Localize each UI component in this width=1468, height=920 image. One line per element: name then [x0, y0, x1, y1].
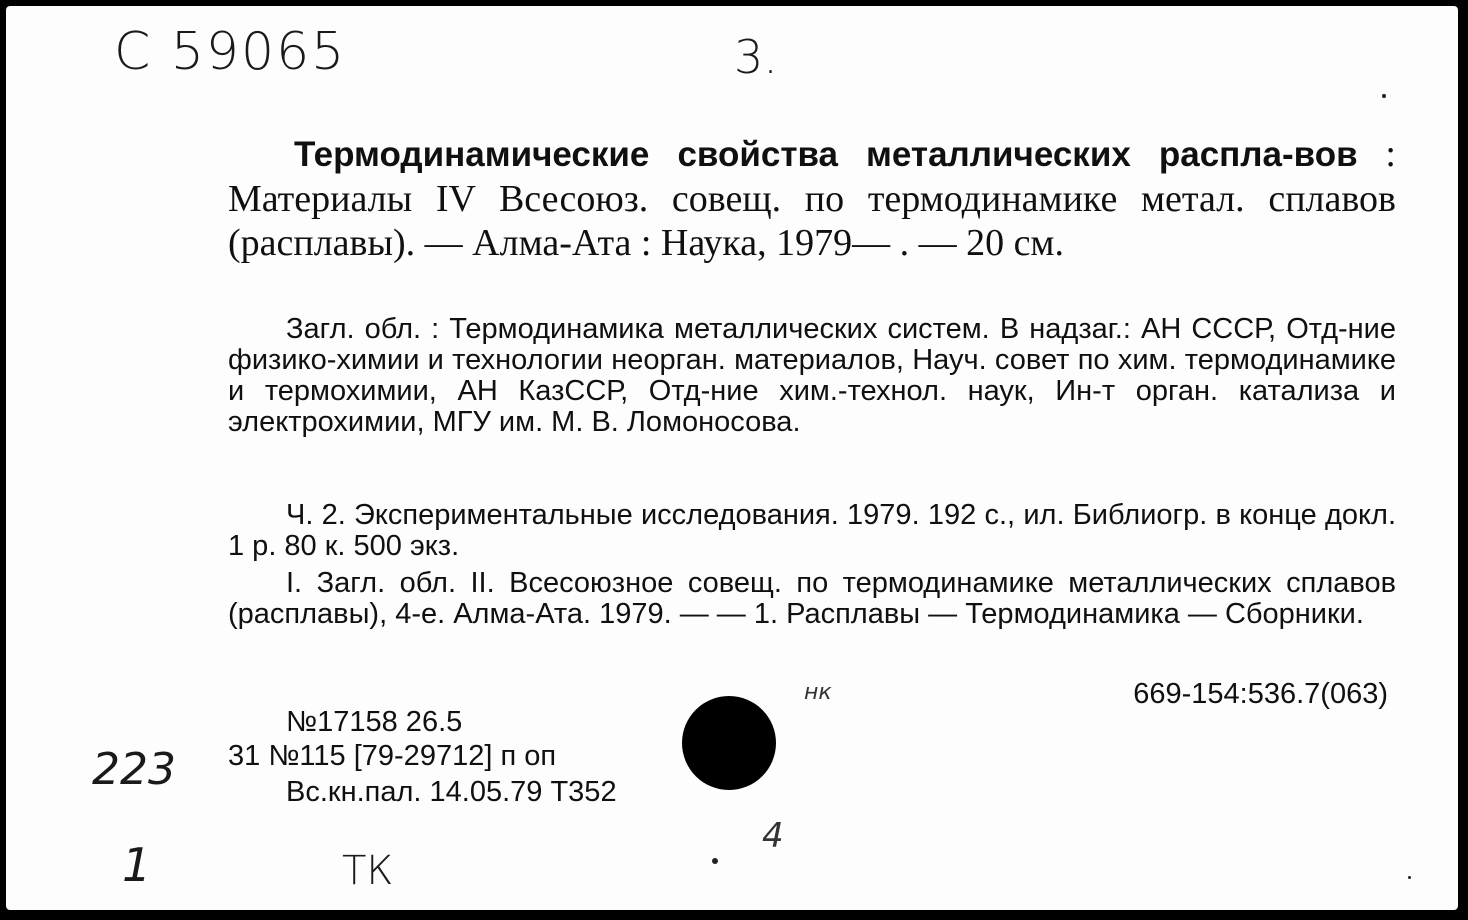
note-text: Ч. 2. Экспериментальные исследования. 1979. 192 с., ил. Библиогр. в конце докл. 1 р. 80 к. 500 экз. [228, 499, 1396, 562]
handwritten-mark-nk: нк [804, 680, 832, 705]
title-rest: : Материалы IV Всесоюз. совещ. по термодинамике метал. сплавов (расплавы). — Алма-Ата : Наука, 1979— . — 20 см. [228, 133, 1396, 264]
note-tracings [228, 568, 1396, 630]
handwritten-mark-4: 4 [762, 816, 784, 856]
title-bold: Термодинамические свойства металлических распла-вов [294, 135, 1358, 174]
note-text: I. Загл. обл. II. Всесоюзное совещ. по термодинамике металлических сплавов (расплавы), 4-е. Алма-Ата. 1979. — — 1. Расплавы — Термодинамика — Сборники. [228, 567, 1396, 630]
note-title-cover [228, 314, 1396, 438]
service-line-1: №17158 26.5 [286, 706, 463, 738]
punch-hole [682, 696, 776, 790]
ink-speck [1408, 876, 1411, 879]
note-part [228, 500, 1396, 562]
card-number: 3. [734, 30, 778, 84]
note-text: Загл. обл. : Термодинамика металлических систем. В надзаг.: АН СССР, Отд-ние физико-химии и технологии неорган. материалов, Науч. совет по хим. термодинамике и термохимии, АН КазССР, Отд-ние хим.-технол. наук, Ин-т орган. катализа и электрохимии, МГУ им. М. В. Ломоносова. [228, 313, 1396, 438]
service-line-2: 31 №115 [79-29712] п оп [228, 740, 557, 772]
ink-speck [1382, 94, 1386, 98]
catalog-card [6, 6, 1458, 910]
service-line-3: Вс.кн.пал. 14.05.79 Т352 [286, 776, 617, 808]
call-number: C 59065 [114, 22, 347, 82]
handwritten-mark-223: 223 [92, 744, 176, 795]
bibliographic-title [228, 132, 1396, 265]
ink-speck [712, 858, 718, 864]
udc-code: 669-154:536.7(063) [1133, 678, 1388, 710]
handwritten-mark-tk: ТК [342, 848, 394, 894]
handwritten-mark-1: 1 [122, 838, 152, 892]
